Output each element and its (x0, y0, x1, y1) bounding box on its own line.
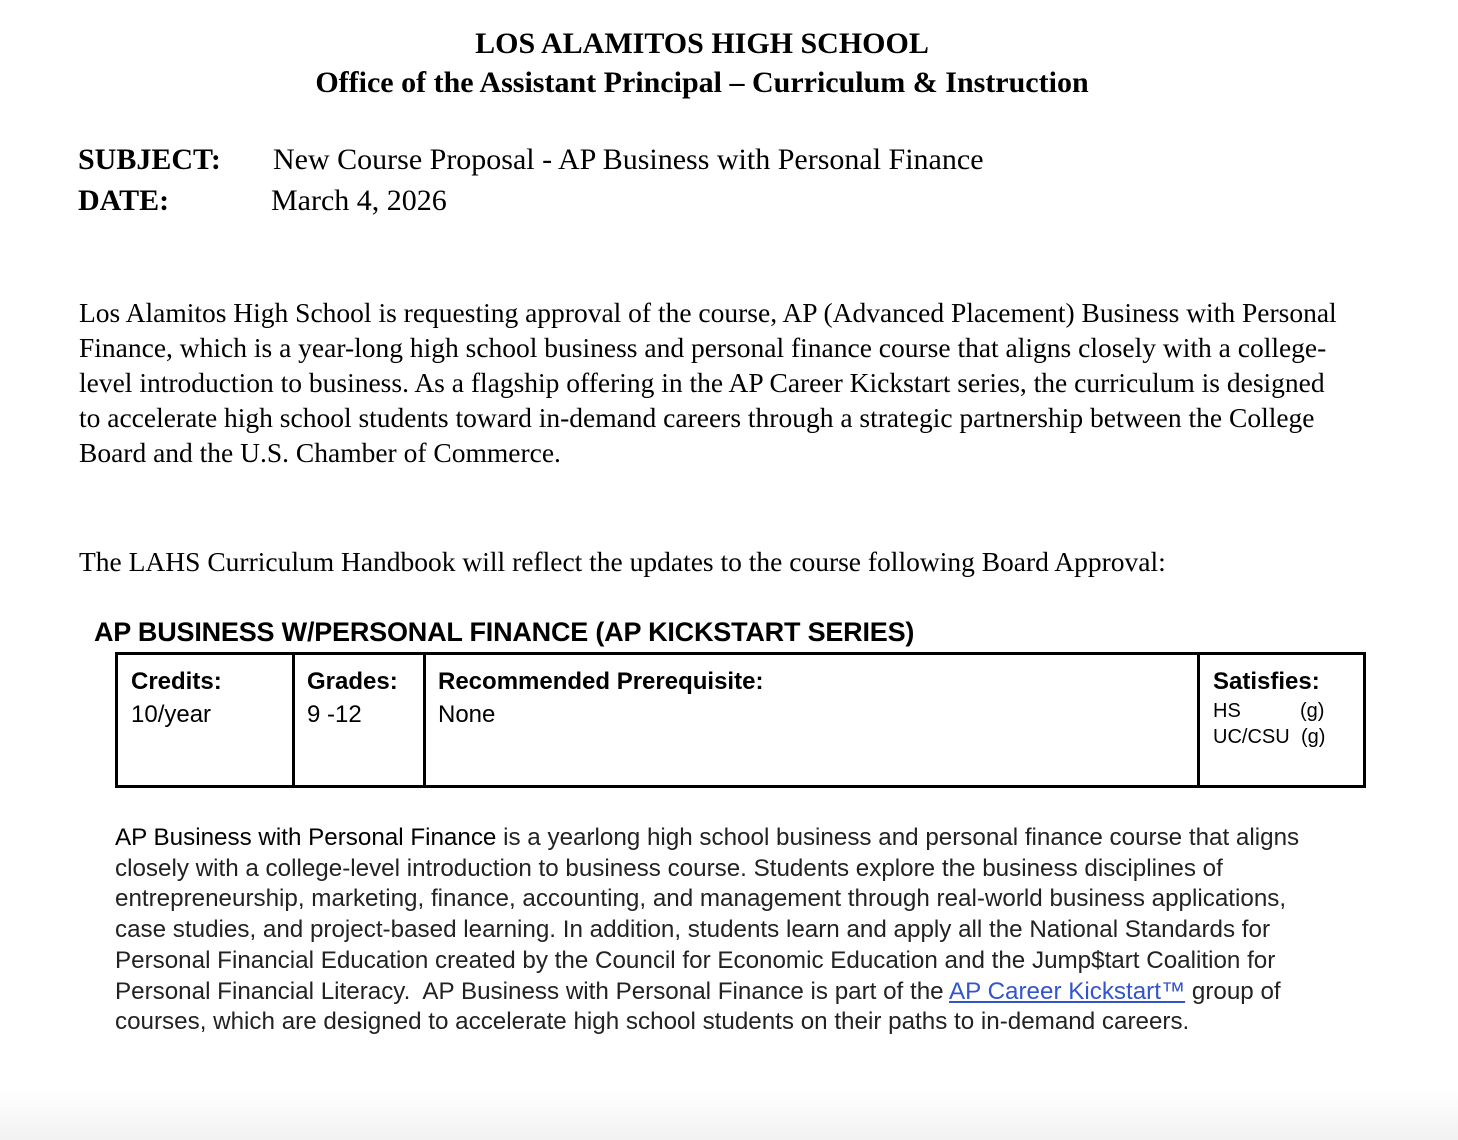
description-lead: AP Business with Personal Finance (115, 824, 497, 851)
grades-cell (295, 655, 426, 785)
subject-value: New Course Proposal - AP Business with Personal Finance (273, 143, 984, 176)
intro-paragraph: Los Alamitos High School is requesting approval of the course, AP (Advanced Placement) Business with Personal Finance, which is a year-long high school business and personal finance course that aligns closely with a college-level introduction to business. As a flagship offering in the AP Career Kickstart series, the curriculum is designed to accelerate high school students toward in-demand careers through a strategic partnership between the College Board and the U.S. Chamber of Commerce. (79, 297, 1337, 468)
ap-career-kickstart-link[interactable]: AP Career Kickstart™ (949, 977, 1186, 1005)
description-text-end: group of courses, which are designed to accelerate high school students on their paths to in-demand careers. (115, 977, 1281, 1036)
course-info-table (115, 652, 1366, 788)
prerequisite-label: Recommended Prerequisite: (438, 668, 764, 695)
subject-row (78, 139, 984, 180)
date-row (78, 180, 984, 221)
school-name: LOS ALAMITOS HIGH SCHOOL (475, 27, 929, 60)
date-value: March 4, 2026 (271, 184, 447, 217)
description-text: is a yearlong high school business and personal finance course that aligns closely with a college-level introduction to business course. Students explore the business disciplines of entrepreneurship, marketing, finance, accounting, and management through real-world business applications, case studies, and project-based learning. In addition, students learn and apply all the National Standards for Personal Financial Education created by the Council for Economic Education and the Jump$tart Coalition for Personal Financial Literacy. AP Business with Personal Finance is part of the (115, 824, 1300, 1005)
grades-label: Grades: (307, 668, 398, 695)
credits-cell (118, 655, 295, 785)
prerequisite-cell (426, 655, 1200, 785)
credits-value: 10/year (131, 701, 212, 728)
memo-meta (78, 139, 984, 221)
course-title: AP BUSINESS W/PERSONAL FINANCE (AP KICKSTART SERIES) (94, 617, 915, 647)
document-header (0, 24, 1404, 102)
credits-label: Credits: (131, 668, 222, 695)
satisfies-name: UC/CSU (1213, 726, 1290, 748)
satisfies-code: (g) (1301, 726, 1326, 748)
prerequisite-value: None (438, 701, 496, 728)
handbook-note: The LAHS Curriculum Handbook will reflect the updates to the course following Board Approval: (79, 546, 1166, 577)
satisfies-name: HS (1213, 700, 1241, 722)
course-description (115, 823, 1315, 1038)
grades-value: 9 -12 (307, 701, 362, 728)
satisfies-label: Satisfies: (1213, 668, 1320, 695)
satisfies-item (1213, 698, 1363, 724)
satisfies-item (1213, 724, 1363, 750)
satisfies-cell (1200, 655, 1363, 785)
office-name: Office of the Assistant Principal – Curriculum & Instruction (315, 66, 1089, 99)
page-bottom-fade (0, 1090, 1458, 1140)
satisfies-code: (g) (1300, 700, 1325, 722)
date-label: DATE: (78, 184, 170, 217)
subject-label: SUBJECT: (78, 143, 221, 176)
